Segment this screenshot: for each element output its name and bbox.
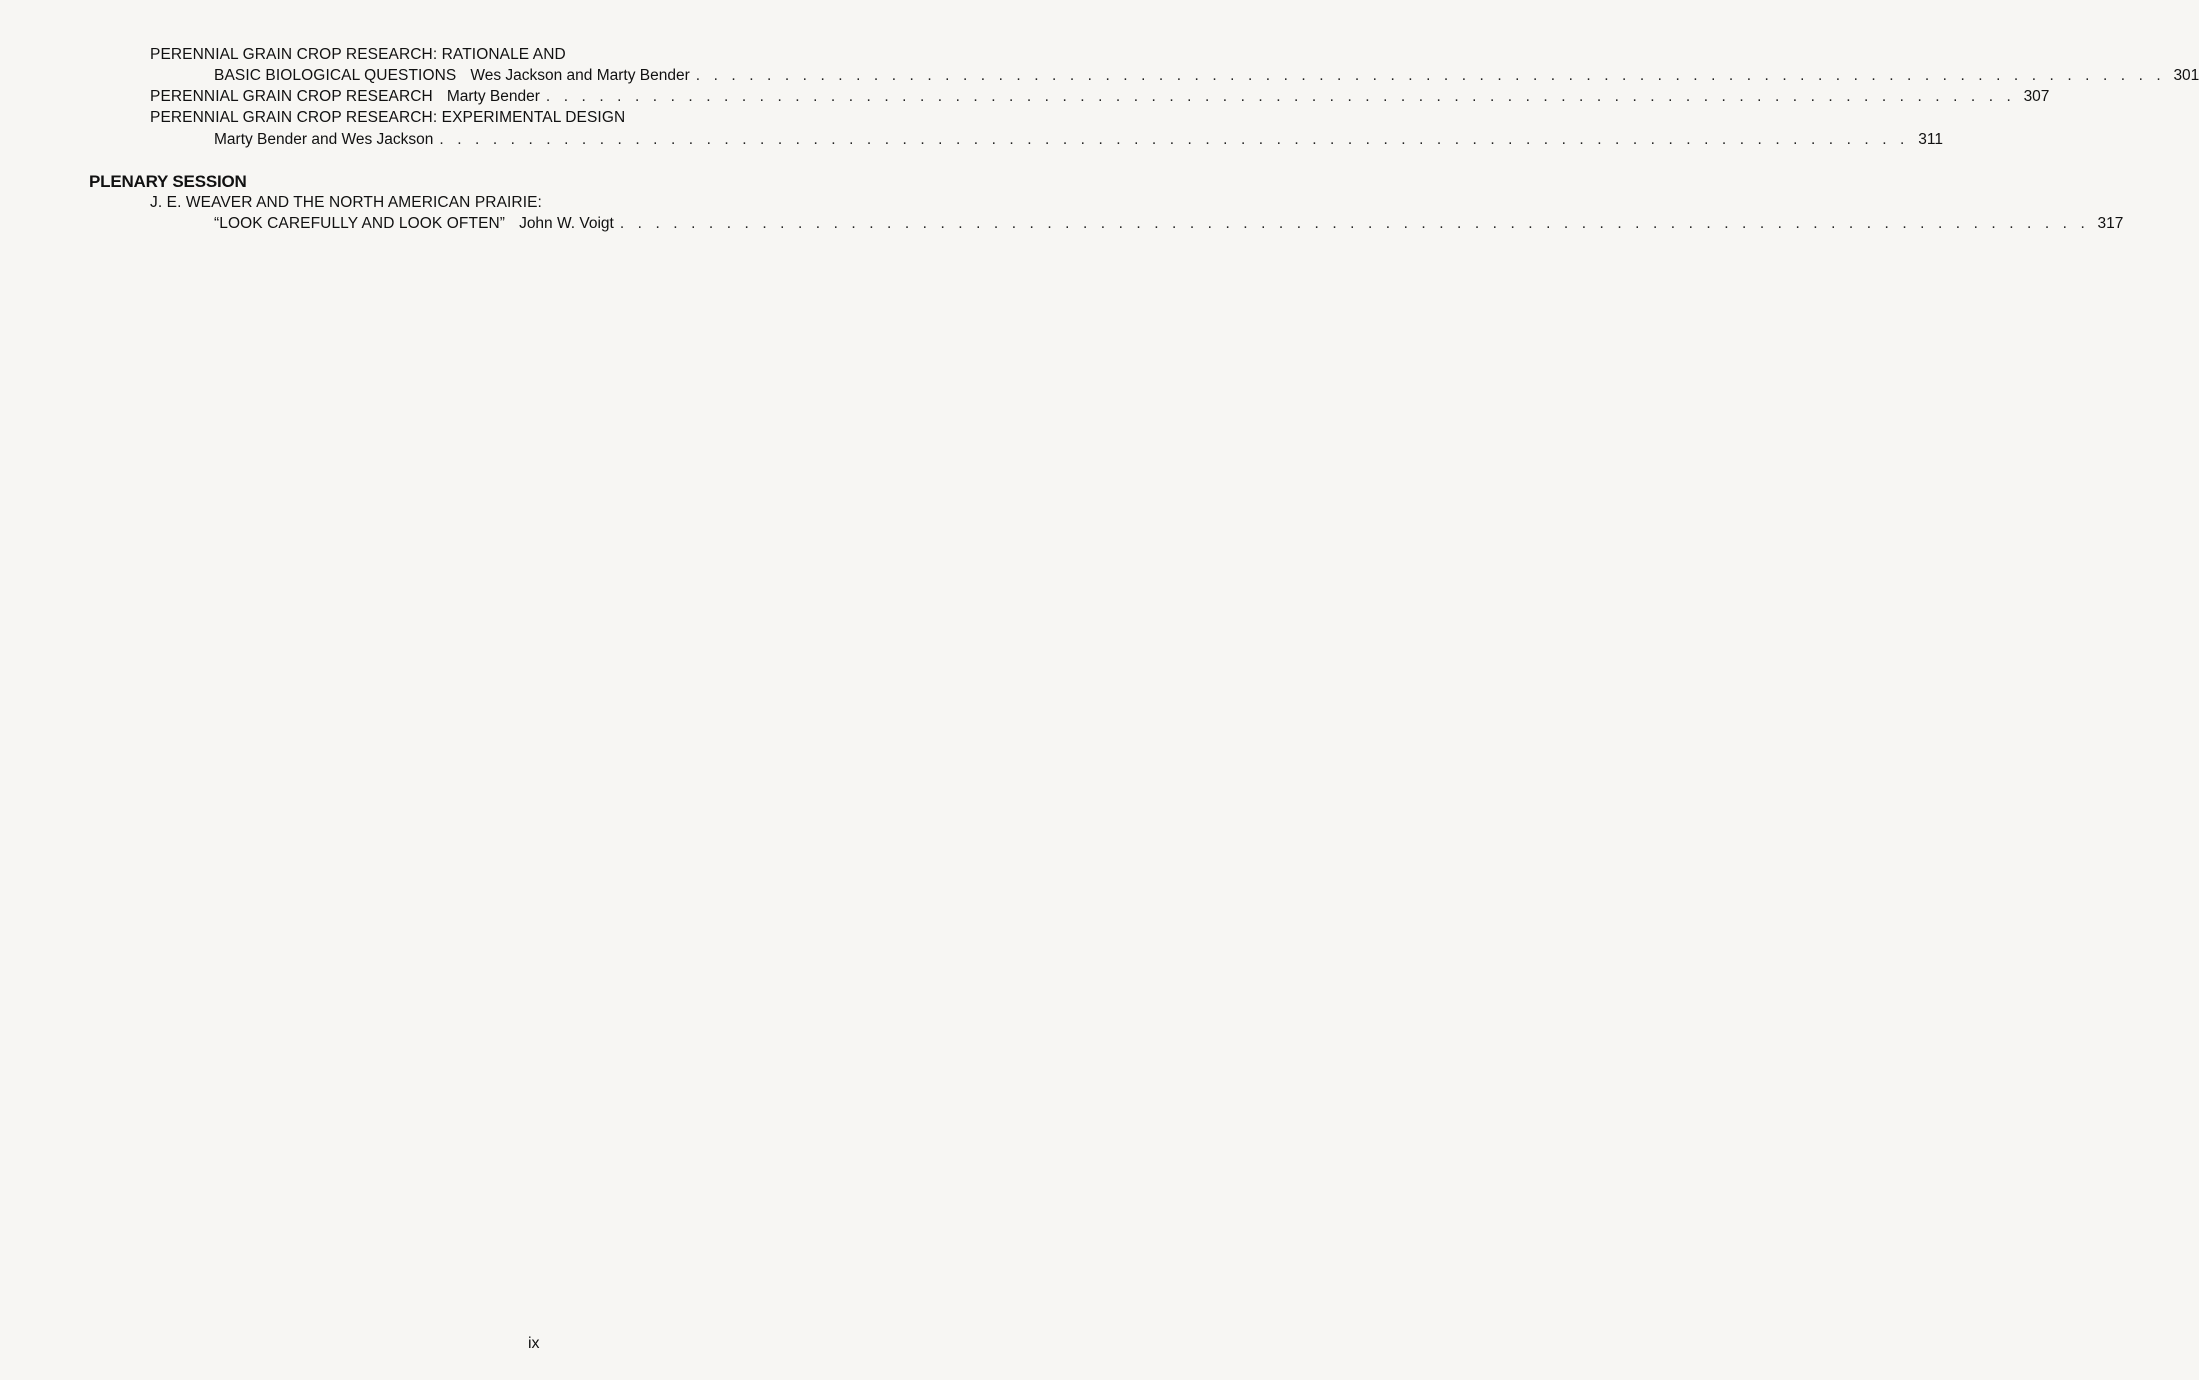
toc-entry-1-page: 301	[2173, 67, 2199, 84]
toc-entry-4-title-line2: “LOOK CAREFULLY AND LOOK OFTEN”	[214, 215, 506, 232]
toc-entry-1-leader: . . . . . . . . . . . . . . . . . . . . . . . . . . . . . . . . . . . . . . . . . . . . . . . . . . . . . . . . . . . . . . . . . . . . . . . . . . . . . . . . . . .	[695, 67, 2166, 84]
toc-entry-1-title-line1: PERENNIAL GRAIN CROP RESEARCH: RATIONALE AND	[150, 46, 566, 63]
toc-entry-2-row	[150, 87, 2050, 107]
toc-entry-2-title: PERENNIAL GRAIN CROP RESEARCH	[150, 88, 433, 105]
toc-entry-4-page: 317	[2097, 215, 2124, 232]
toc-entry-4-title-line1: J. E. WEAVER AND THE NORTH AMERICAN PRAIRIE:	[150, 194, 542, 211]
toc-entry-3-author: Marty Bender and Wes Jackson	[214, 131, 434, 148]
toc-entry-2-author: Marty Bender	[446, 88, 540, 105]
toc-entry-4-row	[214, 214, 2124, 234]
toc-entry-4-leader: . . . . . . . . . . . . . . . . . . . . . . . . . . . . . . . . . . . . . . . . . . . . . . . . . . . . . . . . . . . . . . . . . . . . . . . . . . . . . . . . . . .	[619, 215, 2090, 232]
section-heading-plenary: PLENARY SESSION	[89, 172, 247, 191]
toc-entry-3-page: 311	[1918, 131, 1943, 148]
toc-entry-1-author: Wes Jackson and Marty Bender	[470, 67, 690, 84]
toc-entry-1-row	[214, 66, 2199, 86]
toc-entry-3-leader: . . . . . . . . . . . . . . . . . . . . . . . . . . . . . . . . . . . . . . . . . . . . . . . . . . . . . . . . . . . . . . . . . . . . . . . . . . . . . . . . . . .	[439, 131, 1909, 148]
toc-entry-1-title-line2: BASIC BIOLOGICAL QUESTIONS	[214, 67, 457, 84]
toc-entry-2-page: 307	[2023, 88, 2050, 105]
toc-entry-3-title-line1: PERENNIAL GRAIN CROP RESEARCH: EXPERIMENTAL DESIGN	[150, 109, 626, 126]
page-number: ix	[528, 1335, 540, 1352]
toc-entry-4-author: John W. Voigt	[519, 215, 614, 232]
toc-entry-2-leader: . . . . . . . . . . . . . . . . . . . . . . . . . . . . . . . . . . . . . . . . . . . . . . . . . . . . . . . . . . . . . . . . . . . . . . . . . . . . . . . . . . .	[545, 88, 2016, 105]
toc-entry-3-row	[214, 130, 1943, 150]
